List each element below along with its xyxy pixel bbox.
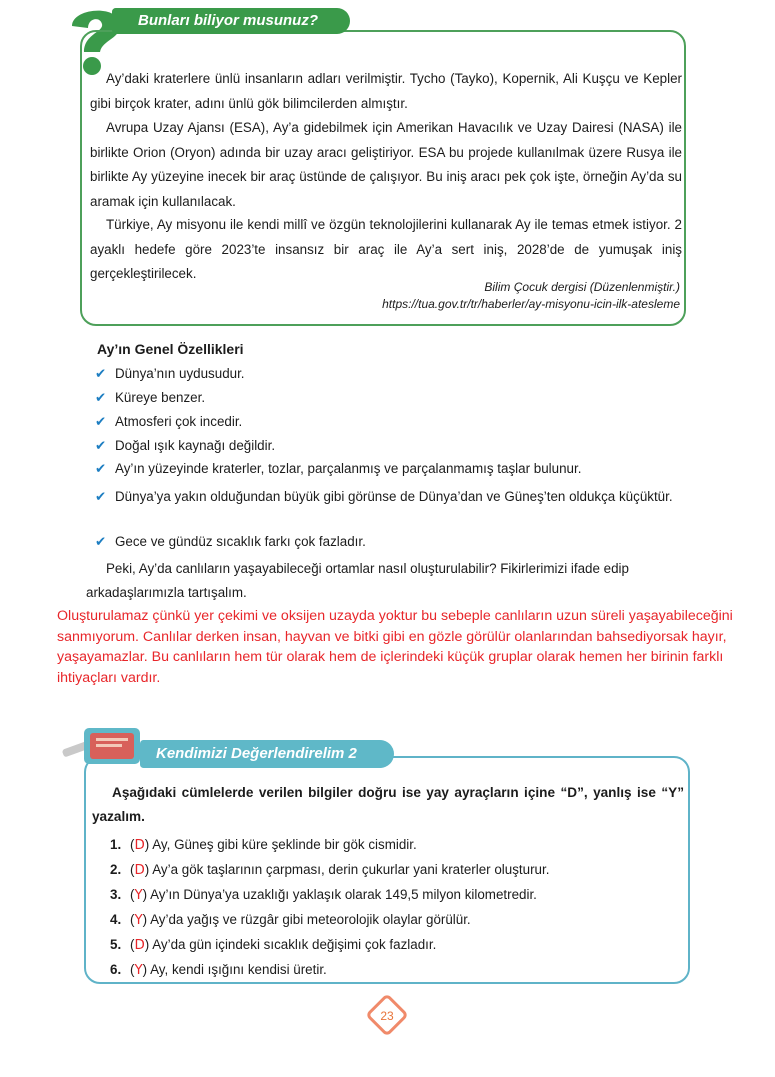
handwritten-answer: Oluşturulamaz çünkü yer çekimi ve oksijen uzayda yoktur bu sebeple canlıların uzun süreli yaşayabileceğini sanmıyorum. Canlılar derken insan, hayvan ve bitki gibi en gözle görülür olanlarından bahsediyorsak hayır, yaşayamazlar. Bu canlıların hem tür olarak hem de içlerindeki küçük gruplar olarak hemen her birinin farklı ihtiyaçları vardır.: [57, 608, 733, 686]
checkmark-icon: ✔: [95, 534, 107, 549]
checkmark-icon: ✔: [95, 366, 107, 381]
evaluation-item: 6. (Y) Ay, kendi ışığını kendisi üretir.: [110, 962, 327, 978]
answer-mark: D: [134, 938, 145, 953]
checkmark-icon: ✔: [95, 390, 107, 405]
answer-mark: Y: [134, 963, 143, 978]
checkmark-icon: ✔: [95, 489, 107, 504]
info-paragraph-1: Ay’daki kraterlere ünlü insanların adları verilmiştir. Tycho (Tayko), Kopernik, Ali Kuşçu ve Kepler gibi birçok krater, adını ünlü gök bilimcilerden almıştır.: [90, 71, 682, 111]
evaluation-title: Kendimizi Değerlendirelim 2: [140, 740, 394, 768]
evaluation-item: 3. (Y) Ay’ın Dünya’ya uzaklığı yaklaşık olarak 149,5 milyon kilometredir.: [110, 887, 537, 903]
evaluation-item: 2. (D) Ay’a gök taşlarının çarpması, derin çukurlar yani kraterler oluşturur.: [110, 862, 550, 878]
evaluation-item: 1. (D) Ay, Güneş gibi küre şeklinde bir gök cismidir.: [110, 837, 417, 853]
checkmark-icon: ✔: [95, 461, 107, 476]
features-title: Ay’ın Genel Özellikleri: [97, 341, 244, 357]
feature-item: ✔ Dünya’ya yakın olduğundan büyük gibi görünse de Dünya’dan ve Güneş’ten oldukça küçüktür.: [78, 485, 688, 509]
info-paragraph-2: Avrupa Uzay Ajansı (ESA), Ay’a gidebilmek için Amerikan Havacılık ve Uzay Dairesi (NASA) ile birlikte Orion (Oryon) adında bir uzay aracı geliştiriyor. ESA bu projede kullanılmak üzere Rusya ile birlikte Ay yüzeyine inecek bir araç üstünde de çalışıyor. Bu iniş aracı pek çok işte, örneğin Ay’da su aramak için kullanılacak.: [90, 120, 682, 209]
discussion-question: Peki, Ay’da canlıların yaşayabileceği ortamlar nasıl oluşturulabilir? Fikirlerimizi ifade edip arkadaşlarımızla tartışalım.: [86, 561, 629, 600]
answer-mark: D: [134, 863, 145, 878]
source-url: https://tua.gov.tr/tr/haberler/ay-misyonu-icin-ilk-atesleme: [382, 297, 680, 311]
evaluation-instruction: Aşağıdaki cümlelerde verilen bilgiler doğru ise yay ayraçların içine “D”, yanlış ise “Y” yazalım.: [92, 785, 684, 824]
answer-mark: D: [134, 838, 145, 853]
info-paragraph-3: Türkiye, Ay misyonu ile kendi millî ve özgün teknolojilerini kullanarak Ay ile temas etmek istiyor. 2 ayaklı hedefe göre 2023’te insansız bir araç ile Ay’a sert iniş, 2028’de de yumuşak iniş gerçekleştirilecek.: [90, 217, 682, 281]
book-icon: [60, 722, 150, 772]
feature-item: ✔ Gece ve gündüz sıcaklık farkı çok fazladır.: [95, 534, 366, 549]
checkmark-icon: ✔: [95, 438, 107, 453]
info-box-title: Bunları biliyor musunuz?: [112, 8, 350, 34]
page-number: 23: [380, 1009, 394, 1023]
feature-item: ✔ Dünya’nın uydusudur.: [95, 366, 245, 381]
feature-item: ✔ Küreye benzer.: [95, 390, 206, 405]
answer-mark: Y: [134, 888, 143, 903]
evaluation-item: 4. (Y) Ay’da yağış ve rüzgâr gibi meteorolojik olaylar görülür.: [110, 912, 471, 928]
answer-mark: Y: [134, 913, 143, 928]
page-number-badge: [363, 991, 411, 1039]
feature-item: ✔ Ay’ın yüzeyinde kraterler, tozlar, parçalanmış ve parçalanmamış taşlar bulunur.: [95, 461, 582, 476]
feature-item: ✔ Atmosferi çok incedir.: [95, 414, 243, 429]
evaluation-item: 5. (D) Ay’da gün içindeki sıcaklık değişimi çok fazladır.: [110, 937, 437, 953]
checkmark-icon: ✔: [95, 414, 107, 429]
source-name: Bilim Çocuk dergisi (Düzenlenmiştir.): [484, 280, 680, 294]
feature-item: ✔ Doğal ışık kaynağı değildir.: [95, 438, 276, 453]
